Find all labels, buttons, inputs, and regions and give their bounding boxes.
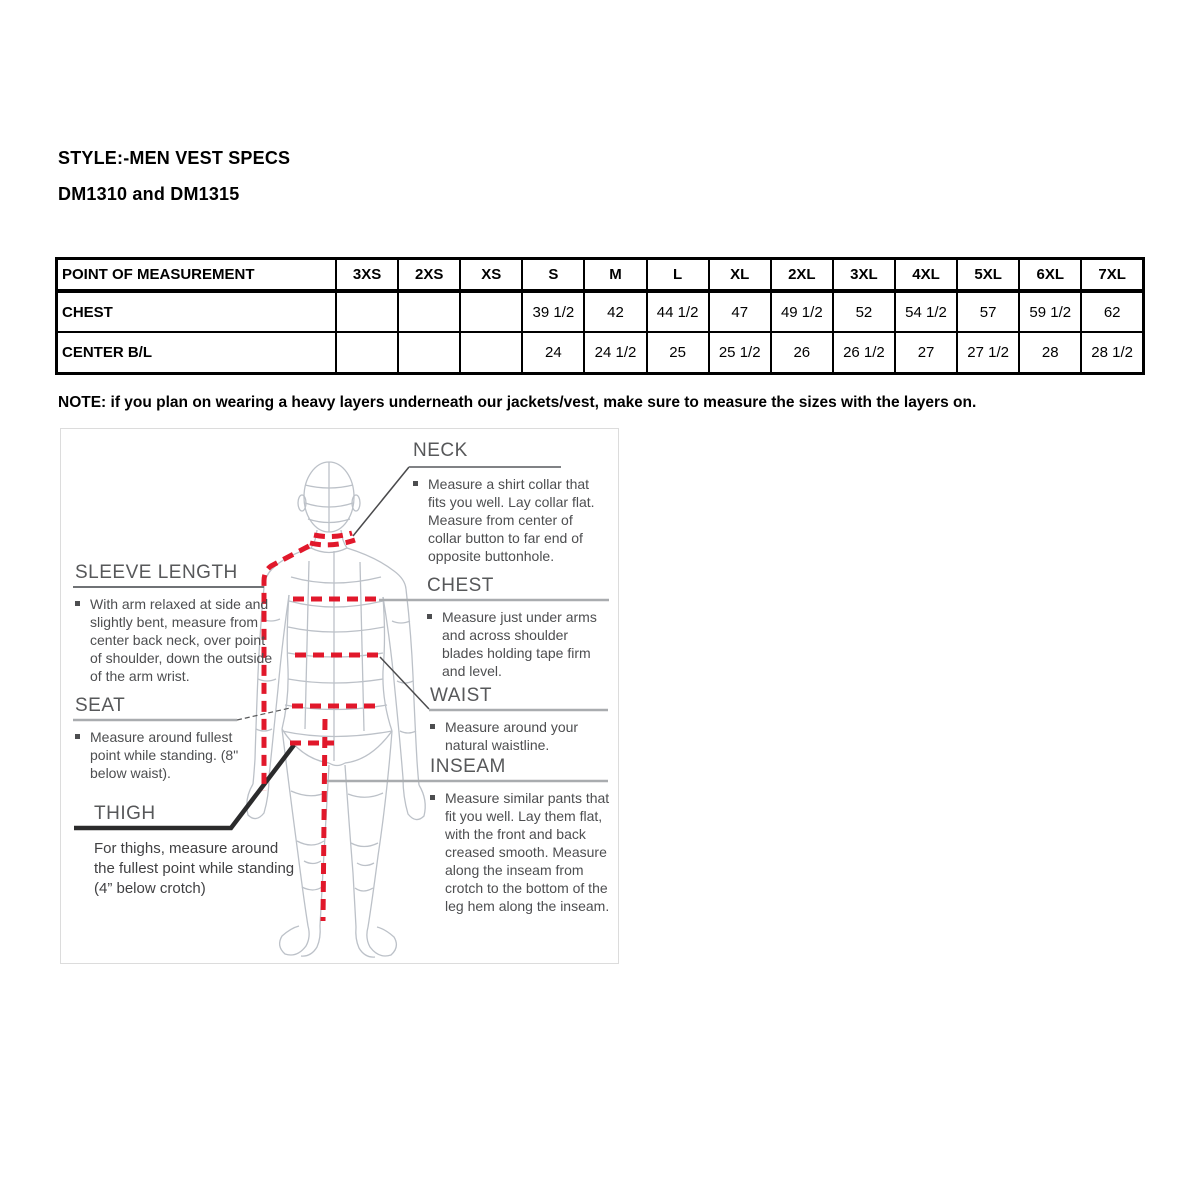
diagram-section-seat [75, 695, 251, 782]
bullet-square [75, 601, 80, 606]
measurement-diagram [60, 428, 619, 964]
measurement-value-cell: 27 1/2 [957, 332, 1019, 373]
size-column-header-6xl: 6XL [1019, 259, 1081, 292]
section-text-sleeve-length: With arm relaxed at side and slightly bent, measure from center back neck, over point of shoulder, down the outside of the arm wrist. [75, 595, 277, 685]
section-text-neck: Measure a shirt collar that fits you well. Lay collar flat. Measure from center of collar button to far end of opposite buttonhole. [413, 475, 601, 565]
measurement-value-cell [460, 332, 522, 373]
size-column-header-xl: XL [709, 259, 771, 292]
bullet-square [430, 724, 435, 729]
section-title-chest: CHEST [427, 575, 494, 596]
note-text: NOTE: if you plan on wearing a heavy layers underneath our jackets/vest, make sure to measure the sizes with the layers on. [58, 394, 977, 411]
inseam-measure-line [323, 719, 325, 921]
style-title: STYLE:-MEN VEST SPECS [58, 148, 291, 168]
diagram-section-waist [430, 685, 602, 754]
section-title-waist: WAIST [430, 685, 492, 706]
section-text-thigh: For thighs, measure around the fullest point while standing (4” below crotch) [94, 840, 295, 897]
measurement-value-cell: 26 [771, 332, 833, 373]
section-text-chest: Measure just under arms and across shoulder blades holding tape firm and level. [427, 608, 613, 680]
measurement-value-cell: 25 [647, 332, 709, 373]
section-text-inseam: Measure similar pants that fit you well. Lay them flat, with the front and back creased smooth. Measure along the inseam from crotch to the bottom of the leg hem along the inseam. [430, 789, 620, 915]
measurement-row [57, 332, 1144, 373]
measurement-value-cell: 24 [522, 332, 584, 373]
diagram-section-neck [413, 440, 601, 565]
section-title-inseam: INSEAM [430, 756, 506, 777]
measurement-value-cell: 28 [1019, 332, 1081, 373]
measurement-value-cell: 27 [895, 332, 957, 373]
measurement-row-label: CHEST [57, 291, 337, 332]
measurement-value-cell: 26 1/2 [833, 332, 895, 373]
size-column-header-3xs: 3XS [336, 259, 398, 292]
section-text-waist: Measure around your natural waistline. [430, 718, 602, 754]
bullet-square [413, 481, 418, 486]
measurement-value-cell: 25 1/2 [709, 332, 771, 373]
measurement-value-cell: 62 [1081, 291, 1143, 332]
size-column-header-4xl: 4XL [895, 259, 957, 292]
size-column-header-2xl: 2XL [771, 259, 833, 292]
measurement-value-cell: 52 [833, 291, 895, 332]
neck-collar-line-lower [310, 540, 355, 545]
measurement-value-cell: 49 1/2 [771, 291, 833, 332]
bullet-square [427, 614, 432, 619]
neck-collar-line [314, 533, 352, 537]
size-table-header-row [57, 259, 1144, 292]
measurement-value-cell: 39 1/2 [522, 291, 584, 332]
measurement-value-cell [398, 291, 460, 332]
measurement-row-label: CENTER B/L [57, 332, 337, 373]
section-title-thigh: THIGH [94, 803, 156, 824]
size-column-header-s: S [522, 259, 584, 292]
measurement-value-cell: 57 [957, 291, 1019, 332]
measurement-value-cell [336, 332, 398, 373]
size-column-header-xs: XS [460, 259, 522, 292]
section-text-seat: Measure around fullest point while standing. (8" below waist). [75, 728, 251, 782]
measurement-value-cell [336, 291, 398, 332]
diagram-section-chest [427, 575, 613, 680]
size-table [55, 257, 1145, 375]
size-column-header-7xl: 7XL [1081, 259, 1143, 292]
bullet-square [75, 734, 80, 739]
size-column-header-m: M [584, 259, 646, 292]
bullet-square [430, 795, 435, 800]
section-title-neck: NECK [413, 440, 468, 461]
model-numbers: DM1310 and DM1315 [58, 184, 240, 204]
measurement-row [57, 291, 1144, 332]
measurement-value-cell: 54 1/2 [895, 291, 957, 332]
section-title-seat: SEAT [75, 695, 126, 716]
measurement-value-cell: 44 1/2 [647, 291, 709, 332]
size-column-header-l: L [647, 259, 709, 292]
size-table-body [57, 291, 1144, 373]
measurement-value-cell: 42 [584, 291, 646, 332]
size-column-header-3xl: 3XL [833, 259, 895, 292]
diagram-section-inseam [430, 756, 620, 915]
point-of-measurement-header: POINT OF MEASUREMENT [57, 259, 337, 292]
measurement-value-cell [460, 291, 522, 332]
waist-leader-line [380, 657, 429, 709]
measurement-value-cell: 24 1/2 [584, 332, 646, 373]
diagram-section-thigh [94, 803, 299, 899]
neck-leader-line [353, 467, 409, 536]
size-column-header-2xs: 2XS [398, 259, 460, 292]
measurement-value-cell: 28 1/2 [1081, 332, 1143, 373]
diagram-section-sleeve-length [75, 562, 277, 685]
measurement-value-cell [398, 332, 460, 373]
size-column-header-5xl: 5XL [957, 259, 1019, 292]
measurement-value-cell: 47 [709, 291, 771, 332]
size-table-head [57, 259, 1144, 292]
section-title-sleeve-length: SLEEVE LENGTH [75, 562, 238, 583]
measurement-value-cell: 59 1/2 [1019, 291, 1081, 332]
